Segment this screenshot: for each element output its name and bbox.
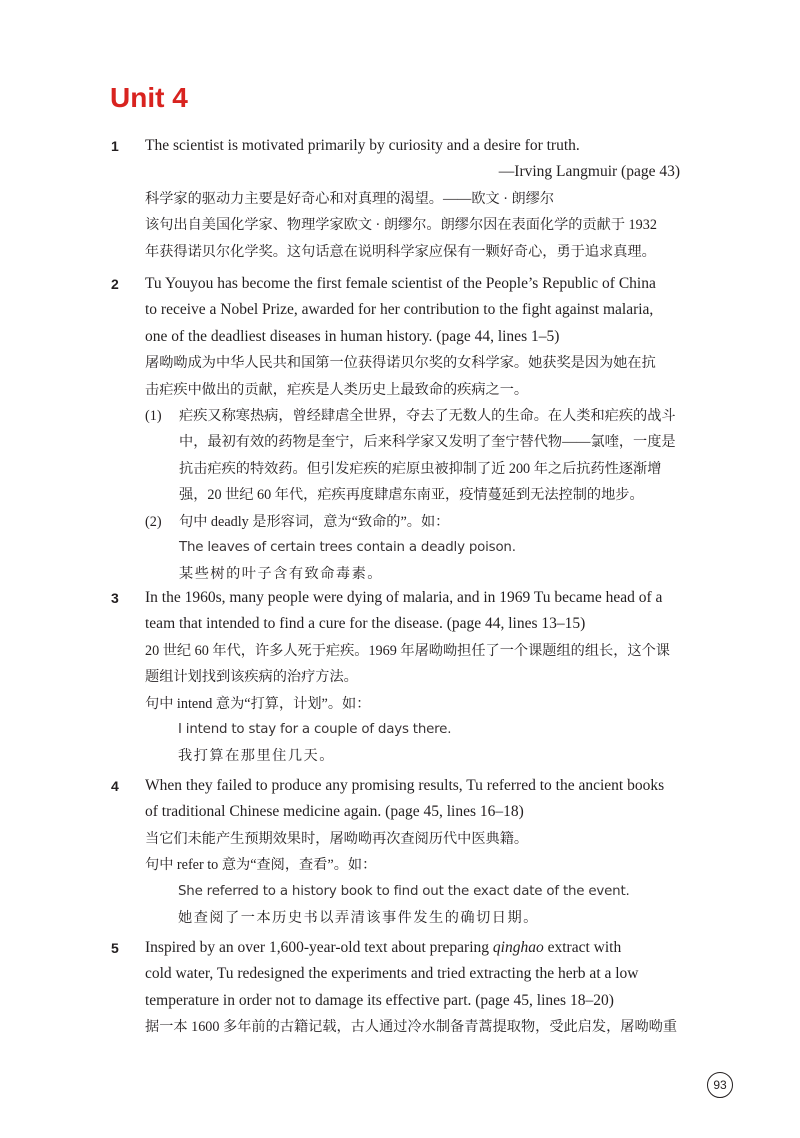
source-line: Tu Youyou has become the first female scientist of the People’s Republic of China bbox=[145, 275, 656, 292]
item-number: 5 bbox=[111, 940, 119, 956]
translation-line: 科学家的驱动力主要是好奇心和对真理的渴望。——欧文 · 朗缪尔 bbox=[145, 190, 555, 207]
translation-line: 题组计划找到该疾病的治疗方法。 bbox=[145, 669, 358, 686]
pinyin-term: qinghao bbox=[492, 939, 544, 956]
sub-note-line: 疟疾又称寒热病，曾经肆虐全世界，夺去了无数人的生命。在人类和疟疾的战斗 bbox=[179, 407, 676, 424]
source-line-start: Inspired by an over 1,600-year-old text about preparing bbox=[145, 939, 493, 956]
source-line: to receive a Nobel Prize, awarded for her contribution to the fight against malaria, bbox=[145, 301, 654, 319]
source-line: one of the deadliest diseases in human history. (page 44, lines 1–5) bbox=[145, 327, 560, 345]
translation-line: 击疟疾中做出的贡献，疟疾是人类历史上最致命的疾病之一。 bbox=[145, 381, 529, 398]
source-line: cold water, Tu redesigned the experiments and tried extracting the herb at a low bbox=[145, 965, 639, 983]
example-sentence-zh: 她查阅了一本历史书以弄清该事件发生的确切日期。 bbox=[178, 909, 539, 926]
translation-line: 当它们未能产生预期效果时，屠呦呦再次查阅历代中医典籍。 bbox=[145, 830, 529, 847]
unit-title: Unit 4 bbox=[110, 82, 188, 113]
vocab-note: 句中 refer to 意为“查阅，查看”。如： bbox=[145, 857, 377, 874]
item-number: 4 bbox=[111, 778, 119, 794]
example-sentence-zh: 某些树的叶子含有致命毒素。 bbox=[179, 566, 383, 583]
source-line bbox=[145, 935, 680, 961]
item-body bbox=[145, 935, 680, 1041]
item-number: 3 bbox=[111, 590, 119, 606]
source-line-end: extract with bbox=[543, 939, 622, 956]
sub-note-line: 句中 deadly 是形容词，意为“致命的”。如： bbox=[179, 513, 450, 530]
item-number: 2 bbox=[111, 276, 119, 292]
item-body bbox=[145, 585, 680, 770]
example-sentence-en: The leaves of certain trees contain a deadly poison. bbox=[179, 539, 516, 555]
source-line: In the 1960s, many people were dying of malaria, and in 1969 Tu became head of a bbox=[145, 589, 663, 606]
example-sentence-en: I intend to stay for a couple of days there. bbox=[178, 721, 452, 737]
sub-note-line: 强，20 世纪 60 年代，疟疾再度肆虐东南亚，疫情蔓延到无法控制的地步。 bbox=[179, 487, 644, 504]
vocab-note: 句中 intend 意为“打算，计划”。如： bbox=[145, 695, 371, 712]
item-number: 1 bbox=[111, 138, 119, 154]
page-number: 93 bbox=[707, 1072, 733, 1098]
explanation-line: 该句出自美国化学家、物理学家欧文 · 朗缪尔。朗缪尔因在表面化学的贡献于 1932 bbox=[145, 217, 657, 234]
sub-note-2 bbox=[145, 509, 680, 588]
source-line: of traditional Chinese medicine again. (page 45, lines 16–18) bbox=[145, 803, 524, 821]
translation-line: 屠呦呦成为中华人民共和国第一位获得诺贝尔奖的女科学家。她获奖是因为她在抗 bbox=[145, 355, 656, 372]
item-body bbox=[145, 271, 680, 588]
translation-line: 据一本 1600 多年前的古籍记载，古人通过冷水制备青蒿提取物，受此启发，屠呦呦重 bbox=[145, 1019, 678, 1036]
explanation-line: 年获得诺贝尔化学奖。这句话意在说明科学家应保有一颗好奇心，勇于追求真理。 bbox=[145, 243, 656, 260]
quote-attribution: —Irving Langmuir (page 43) bbox=[498, 163, 680, 181]
sub-note-1 bbox=[145, 403, 680, 509]
quote-line: The scientist is motivated primarily by curiosity and a desire for truth. bbox=[145, 137, 580, 154]
translation-line: 20 世纪 60 年代，许多人死于疟疾。1969 年屠呦呦担任了一个课题组的组长，这个课 bbox=[145, 642, 670, 659]
example-sentence-zh: 我打算在那里住几天。 bbox=[178, 748, 335, 765]
sub-note-line: 抗击疟疾的特效药。但引发疟疾的疟原虫被抑制了近 200 年之后抗药性逐渐增 bbox=[179, 460, 662, 477]
source-line: When they failed to produce any promising results, Tu referred to the ancient books bbox=[145, 777, 665, 794]
item-body bbox=[145, 773, 680, 931]
source-line: team that intended to find a cure for the disease. (page 44, lines 13–15) bbox=[145, 615, 586, 633]
source-line: temperature in order not to damage its effective part. (page 45, lines 18–20) bbox=[145, 991, 614, 1009]
sub-note-line: 中，最初有效的药物是奎宁，后来科学家又发明了奎宁替代物——氯喹，一度是 bbox=[179, 434, 676, 451]
sub-note-label: (2) bbox=[145, 513, 162, 530]
item-body bbox=[145, 133, 680, 265]
example-sentence-en: She referred to a history book to find out the exact date of the event. bbox=[178, 883, 630, 899]
sub-note-label: (1) bbox=[145, 407, 162, 424]
